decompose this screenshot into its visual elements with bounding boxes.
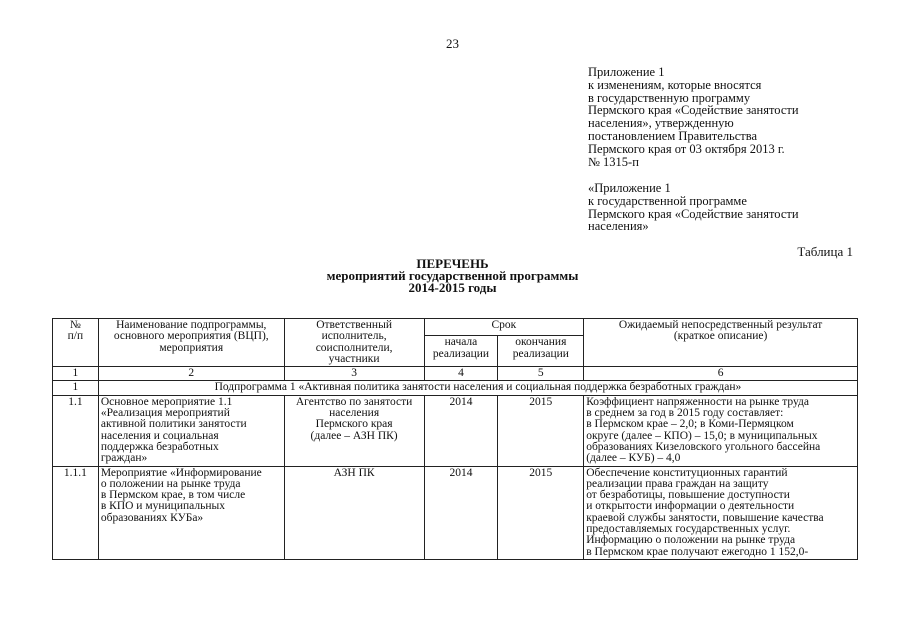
header-text: соисполнители, [315, 341, 393, 354]
row-result-line: реализации права граждан на защиту [586, 477, 769, 490]
appendix2-line: к государственной программе [588, 193, 747, 208]
header-text: основного мероприятия (ВЦП), [113, 330, 269, 343]
row-name-line: населения и социальная [100, 429, 219, 442]
row-name-line: граждан» [100, 452, 148, 465]
appendix-line: в государственную программу [588, 90, 751, 105]
appendix-line: Пермского края от 03 октября 2013 г. [588, 141, 785, 156]
row-result-line: округе (далее – КПО) – 15,0; в муниципальных [586, 429, 818, 442]
header-term: Срок [424, 319, 584, 336]
header-start [424, 336, 498, 367]
appendix-line: к изменениям, которые вносятся [588, 77, 762, 92]
row-result [584, 395, 858, 466]
table-row [53, 395, 858, 466]
row-num: 1.1 [53, 395, 99, 466]
title-line-1: ПЕРЕЧЕНЬ [416, 256, 489, 271]
subprogram-row [53, 381, 858, 395]
header-text: Ответственный [316, 319, 392, 331]
header-text: участники [328, 352, 380, 365]
row-result-line: образованиях Кизеловского угольного бассейна [586, 440, 821, 453]
appendix-line: № 1315-п [588, 154, 639, 169]
header-text: начала [444, 336, 478, 349]
header-text: № [69, 319, 81, 331]
header-text: п/п [67, 330, 84, 343]
row-end: 2015 [498, 466, 584, 559]
appendix-line: Пермского края «Содействие занятости [588, 103, 799, 118]
header-row-1 [53, 319, 858, 336]
appendix-line: Приложение 1 [588, 65, 665, 79]
header-num [53, 319, 99, 367]
header-text: (краткое описание) [673, 330, 768, 343]
header-end [498, 336, 584, 367]
row-name-line: образованиях КУБа» [100, 511, 204, 524]
row-result-line: Информацию о положении на рынке труда [586, 534, 796, 547]
row-start: 2014 [424, 466, 498, 559]
row-executor-line: (далее – АЗН ПК) [310, 429, 398, 442]
row-name-line: «Реализация мероприятий [100, 407, 230, 420]
row-result-line: и открытости информации о деятельности [586, 500, 795, 513]
appendix-line: населения», утвержденную [588, 116, 734, 131]
subprogram-num: 1 [53, 381, 99, 395]
row-result-line: Коэффициент напряженности на рынке труда [586, 395, 810, 408]
column-number: 3 [284, 367, 424, 381]
row-executor [284, 395, 424, 466]
row-name-line: Мероприятие «Информирование [100, 466, 262, 479]
page-number: 23 [446, 36, 459, 51]
row-executor-line: АЗН ПК [333, 466, 375, 479]
header-text: мероприятия [159, 341, 224, 354]
row-start: 2014 [424, 395, 498, 466]
row-result-line: предоставляемых государственных услуг. [586, 523, 791, 536]
header-text: исполнитель, [321, 330, 387, 343]
row-name-line: Основное мероприятие 1.1 [100, 395, 233, 408]
appendix2-line: «Приложение 1 [588, 181, 671, 195]
header-text: Наименование подпрограммы, [116, 319, 267, 331]
row-result-line: в Пермском крае получают ежегодно 1 152,0- [586, 545, 809, 558]
row-end: 2015 [498, 395, 584, 466]
appendix-block-2 [588, 182, 888, 233]
row-name [98, 395, 284, 466]
row-result-line: (далее – КУБ) – 4,0 [586, 452, 681, 465]
header-text: реализации [512, 347, 569, 360]
row-result-line: в Пермском крае – 2,0; в Коми-Пермяцком [586, 418, 794, 431]
header-name [98, 319, 284, 367]
subprogram-title: Подпрограмма 1 «Активная политика занятости населения и социальная поддержка безработных граждан» [98, 381, 857, 395]
row-result-line: от безработицы, повышение доступности [586, 489, 790, 502]
document-title [0, 258, 905, 294]
row-executor [284, 466, 424, 559]
column-number: 4 [424, 367, 498, 381]
column-number: 1 [53, 367, 99, 381]
row-executor-line: населения [329, 407, 380, 420]
title-line-2: мероприятий государственной программы [326, 268, 579, 283]
header-text: Ожидаемый непосредственный результат [618, 319, 823, 331]
header-executor [284, 319, 424, 367]
row-executor-line: Агентство по занятости [295, 395, 413, 408]
row-result [584, 466, 858, 559]
appendix-line: постановлением Правительства [588, 128, 758, 143]
row-num: 1.1.1 [53, 466, 99, 559]
row-name-line: в КПО и муниципальных [100, 500, 225, 513]
appendix2-line: Пермского края «Содействие занятости [588, 206, 799, 221]
row-executor-line: Пермского края [315, 418, 393, 431]
row-name-line: в Пермском крае, в том числе [100, 489, 246, 502]
table-row [53, 466, 858, 559]
appendix-block [588, 66, 888, 168]
header-result [584, 319, 858, 367]
row-name-line: поддержка безработных [100, 440, 219, 453]
row-name [98, 466, 284, 559]
column-number: 5 [498, 367, 584, 381]
header-text: окончания [515, 336, 567, 349]
column-number-row [53, 367, 858, 381]
row-name-line: о положении на рынке труда [100, 477, 241, 490]
row-result-line: краевой службы занятости, повышение качества [586, 511, 824, 524]
title-line-3: 2014-2015 годы [408, 280, 497, 295]
column-number: 2 [98, 367, 284, 381]
row-name-line: активной политики занятости [100, 418, 247, 431]
row-result-line: Обеспечение конституционных гарантий [586, 466, 788, 479]
row-result-line: в среднем за год в 2015 году составляет: [586, 407, 784, 420]
appendix2-line: населения» [588, 219, 649, 234]
header-text: реализации [432, 347, 490, 360]
table-label: Таблица 1 [797, 244, 853, 259]
measures-table [52, 318, 858, 560]
column-number: 6 [584, 367, 858, 381]
